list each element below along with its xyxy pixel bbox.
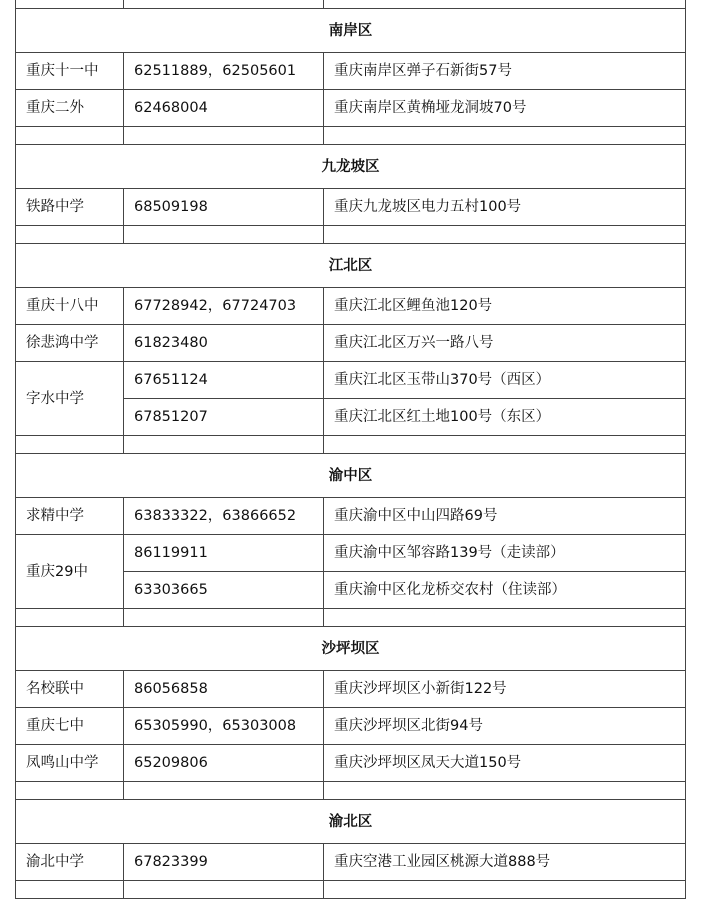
school-row (16, 189, 686, 226)
school-name: 凤鸣山中学 (16, 745, 124, 782)
phone-number: 61823480 (124, 325, 324, 362)
district-title: 渝中区 (16, 454, 686, 498)
phone-number: 62511889，62505601 (124, 53, 324, 90)
school-name: 字水中学 (16, 362, 124, 436)
district-header-row (16, 145, 686, 189)
school-name: 名校联中 (16, 671, 124, 708)
empty-cell (324, 881, 686, 899)
phone-number: 86056858 (124, 671, 324, 708)
empty-cell (124, 436, 324, 454)
school-name: 重庆29中 (16, 535, 124, 609)
phone-number: 62468004 (124, 90, 324, 127)
district-title: 沙坪坝区 (16, 627, 686, 671)
school-row (16, 53, 686, 90)
empty-cell (124, 881, 324, 899)
school-name: 重庆二外 (16, 90, 124, 127)
school-row (16, 362, 686, 399)
spacer-row (16, 436, 686, 454)
school-row (16, 288, 686, 325)
school-row (16, 745, 686, 782)
address: 重庆沙坪坝区小新街122号 (324, 671, 686, 708)
phone-number: 65305990，65303008 (124, 708, 324, 745)
spacer-row (16, 226, 686, 244)
district-title: 渝北区 (16, 800, 686, 844)
spacer-row (16, 609, 686, 627)
school-name: 徐悲鸿中学 (16, 325, 124, 362)
address: 重庆江北区玉带山370号（西区） (324, 362, 686, 399)
phone-number: 67728942，67724703 (124, 288, 324, 325)
address: 重庆沙坪坝区凤天大道150号 (324, 745, 686, 782)
empty-cell (16, 782, 124, 800)
district-header-row (16, 454, 686, 498)
address: 重庆江北区鲤鱼池120号 (324, 288, 686, 325)
spacer-row (16, 127, 686, 145)
empty-cell (124, 226, 324, 244)
district-title: 南岸区 (16, 9, 686, 53)
empty-cell (16, 436, 124, 454)
school-row (16, 844, 686, 881)
empty-cell (124, 127, 324, 145)
empty-cell (124, 609, 324, 627)
school-row (16, 325, 686, 362)
empty-cell (324, 609, 686, 627)
address: 重庆沙坪坝区北街94号 (324, 708, 686, 745)
phone-number: 63833322，63866652 (124, 498, 324, 535)
empty-cell (16, 226, 124, 244)
empty-cell (16, 127, 124, 145)
school-name: 重庆十八中 (16, 288, 124, 325)
empty-cell (16, 881, 124, 899)
empty-cell (324, 436, 686, 454)
empty-cell (124, 782, 324, 800)
school-name: 求精中学 (16, 498, 124, 535)
empty-cell (16, 609, 124, 627)
school-name: 重庆七中 (16, 708, 124, 745)
district-header-row (16, 244, 686, 288)
address: 重庆九龙坡区电力五村100号 (324, 189, 686, 226)
district-header-row (16, 627, 686, 671)
address: 重庆南岸区黄桷垭龙洞坡70号 (324, 90, 686, 127)
phone-number: 67651124 (124, 362, 324, 399)
empty-cell (324, 226, 686, 244)
spacer-row (16, 782, 686, 800)
school-row (16, 535, 686, 572)
school-row (16, 671, 686, 708)
address: 重庆南岸区弹子石新街57号 (324, 53, 686, 90)
school-row (16, 708, 686, 745)
empty-cell (324, 127, 686, 145)
school-name: 铁路中学 (16, 189, 124, 226)
spacer-row (16, 881, 686, 899)
top-spacer-row (16, 0, 686, 9)
district-title: 九龙坡区 (16, 145, 686, 189)
address: 重庆江北区万兴一路八号 (324, 325, 686, 362)
empty-cell (324, 782, 686, 800)
table-body (16, 0, 686, 899)
phone-number: 86119911 (124, 535, 324, 572)
school-row (16, 498, 686, 535)
phone-number: 65209806 (124, 745, 324, 782)
phone-number: 63303665 (124, 572, 324, 609)
phone-number: 67823399 (124, 844, 324, 881)
address: 重庆空港工业园区桃源大道888号 (324, 844, 686, 881)
phone-number: 68509198 (124, 189, 324, 226)
district-header-row (16, 800, 686, 844)
address: 重庆江北区红土地100号（东区） (324, 399, 686, 436)
school-name: 重庆十一中 (16, 53, 124, 90)
address: 重庆渝中区化龙桥交农村（住读部） (324, 572, 686, 609)
phone-number: 67851207 (124, 399, 324, 436)
school-directory-table (15, 0, 686, 899)
school-name: 渝北中学 (16, 844, 124, 881)
school-row (16, 90, 686, 127)
district-header-row (16, 9, 686, 53)
district-title: 江北区 (16, 244, 686, 288)
address: 重庆渝中区中山四路69号 (324, 498, 686, 535)
address: 重庆渝中区邹容路139号（走读部） (324, 535, 686, 572)
